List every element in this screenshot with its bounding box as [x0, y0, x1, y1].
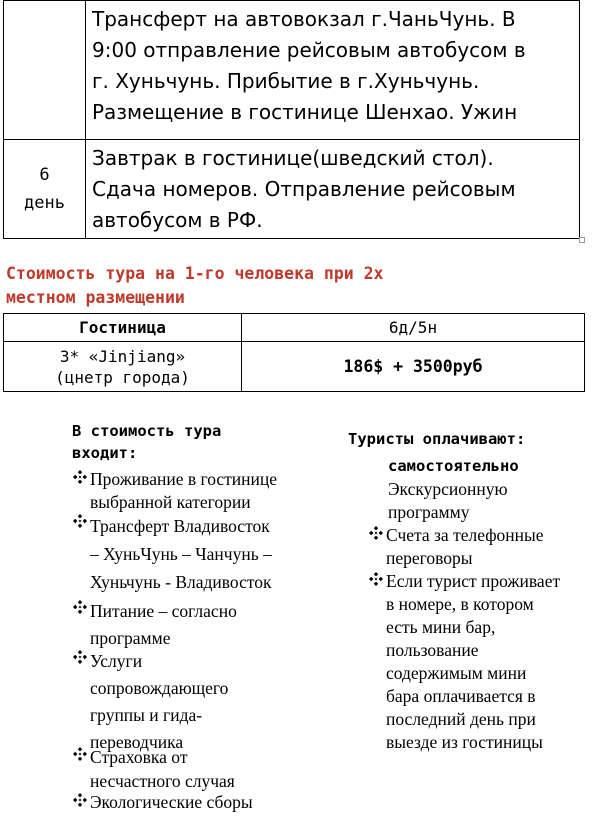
list-item-line: сопровождающего — [90, 678, 229, 698]
duration-column-header: 6д/5н — [242, 314, 585, 342]
day-word: день — [24, 193, 65, 213]
hotel-column-header: Гостиница — [4, 314, 242, 342]
day-number: 6 — [39, 165, 50, 185]
description-line: Сдача номеров. Отправление рейсовым — [92, 177, 516, 201]
list-item-line: Счета за телефонные — [386, 525, 544, 545]
itinerary-row — [4, 140, 580, 239]
list-item-line: Проживание в гостинице — [90, 469, 278, 489]
list-item-line: содержимым мини — [386, 663, 527, 683]
list-item-line: Хуньчунь - Владивосток — [90, 572, 272, 592]
day-cell — [4, 1, 86, 140]
list-item-text — [90, 648, 228, 756]
hotel-name: 3* «Jinjiang» — [59, 346, 186, 366]
description-line: Завтрак в гостинице(шведский стол). — [92, 146, 494, 170]
includes-title-line: входит: — [72, 444, 138, 462]
list-item-line: выезде из гостиницы — [386, 732, 543, 752]
diamond-dots-icon — [72, 469, 88, 485]
itinerary-description — [86, 1, 580, 140]
list-item-line: – ХуньЧунь – Чанчунь – — [90, 544, 272, 564]
list-item-text — [90, 598, 237, 652]
itinerary-description — [86, 140, 580, 239]
hotel-location: (цнетр города) — [55, 367, 190, 387]
excludes-plain-line: Экскурсионную — [388, 479, 508, 499]
list-item-text — [90, 512, 272, 596]
cost-cell: 186$ + 3500руб — [242, 342, 585, 392]
price-table — [3, 313, 585, 392]
list-item-line: Экологические сборы — [90, 792, 253, 812]
price-header-row — [4, 314, 585, 342]
diamond-dots-icon — [72, 649, 88, 665]
hotel-cell — [4, 342, 242, 392]
price-row — [4, 342, 585, 392]
list-item-line: Услуги — [90, 651, 143, 671]
itinerary-table — [3, 0, 580, 239]
list-item-line: есть мини бар, — [386, 617, 496, 637]
list-item-line: переводчика — [90, 732, 184, 752]
description-line: г. Хуньчунь. Прибытие в г.Хуньчунь. — [92, 69, 480, 93]
day-cell — [4, 140, 86, 239]
diamond-dots-icon — [72, 513, 88, 529]
list-item-text — [90, 745, 235, 793]
list-item-line: переговоры — [386, 548, 473, 568]
list-item-text — [386, 570, 560, 754]
diamond-dots-icon — [368, 525, 384, 541]
list-item-line: последний день при — [386, 709, 536, 729]
includes-title-line: В стоимость тура — [72, 422, 222, 440]
diamond-dots-icon — [72, 792, 88, 808]
diamond-dots-icon — [368, 571, 384, 587]
description-line: автобусом в РФ. — [92, 208, 263, 232]
diamond-dots-icon — [72, 746, 88, 762]
list-item-text — [386, 524, 544, 570]
diamond-dots-icon — [72, 599, 88, 615]
list-item-line: пользование — [386, 640, 479, 660]
list-item-line: Если турист проживает — [386, 571, 561, 591]
excludes-title: Туристы оплачивают: — [348, 430, 526, 448]
list-item-line: Страховка от — [90, 747, 188, 767]
excludes-plain-line: программу — [388, 502, 470, 522]
price-heading-line: местном размещении — [6, 288, 185, 307]
description-line: Размещение в гостинице Шенхао. Ужин — [92, 100, 518, 124]
description-line: Трансферт на автовокзал г.ЧаньЧунь. В — [92, 7, 516, 31]
list-item-text — [90, 468, 277, 514]
list-item-line: Питание – согласно — [90, 601, 237, 621]
price-heading — [6, 262, 384, 310]
table-end-marker — [579, 237, 585, 243]
itinerary-row — [4, 1, 580, 140]
list-item-line: бара оплачивается в — [386, 686, 536, 706]
list-item-line: выбранной категории — [90, 492, 251, 512]
list-item-line: несчастного случая — [90, 771, 235, 791]
list-item-line: группы и гида- — [90, 705, 203, 725]
price-heading-line: Стоимость тура на 1-го человека при 2х — [6, 264, 384, 283]
includes-title — [72, 420, 221, 464]
list-item-line: в номере, в котором — [386, 594, 534, 614]
list-item-text — [90, 791, 253, 814]
description-line: 9:00 отправление рейсовым автобусом в — [92, 38, 526, 62]
list-item-line: Трансферт Владивосток — [90, 516, 270, 536]
excludes-subtitle: самостоятельно — [388, 457, 519, 475]
list-item-line: программе — [90, 628, 171, 648]
